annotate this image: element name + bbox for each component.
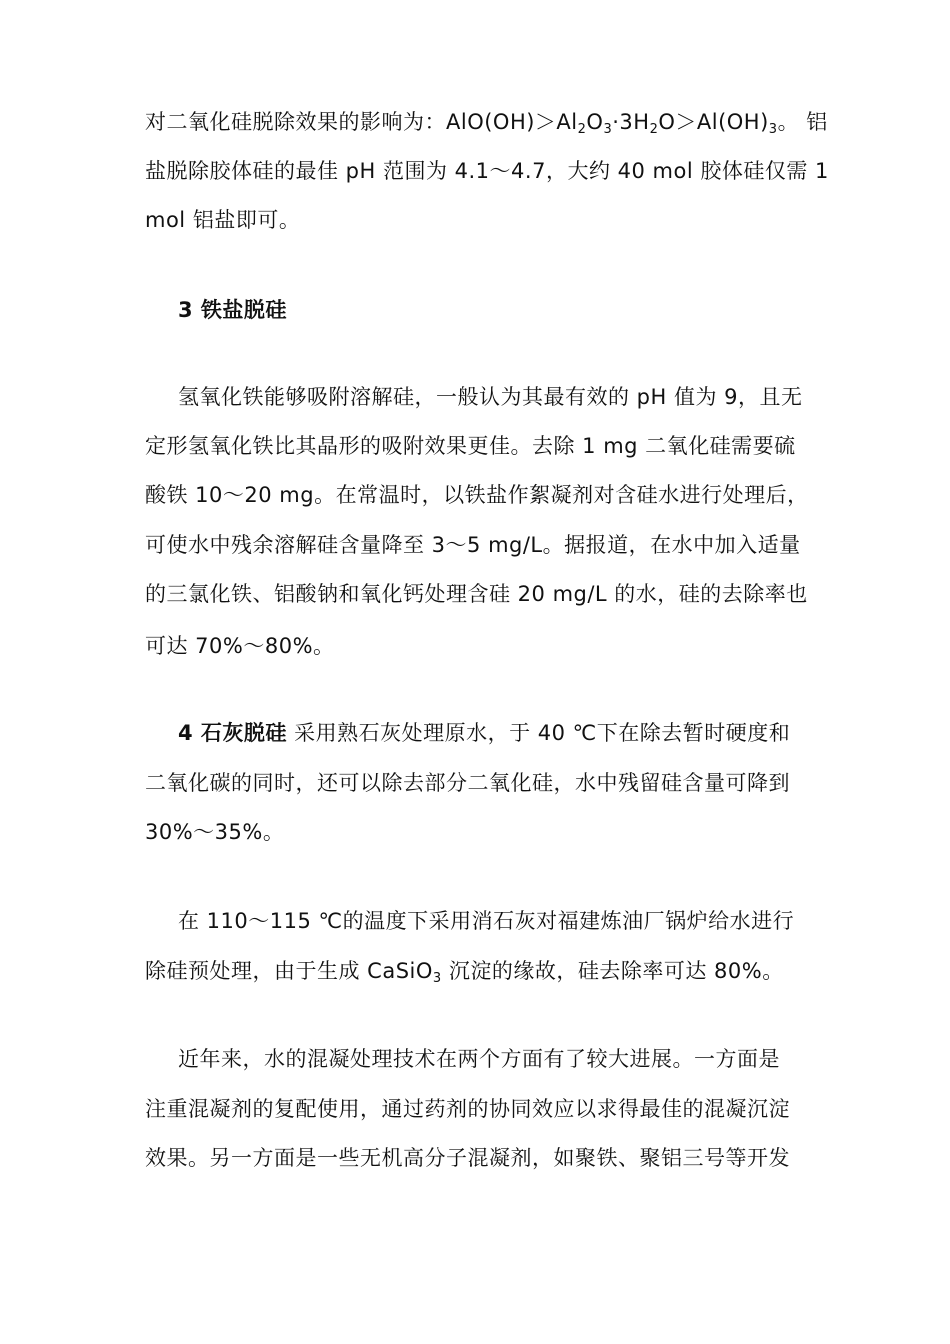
text-run: 沉淀的缘故，硅去除率可达 80%。 <box>441 959 784 983</box>
paragraph-line: 二氧化碳的同时，还可以除去部分二氧化硅，水中残留硅含量可降到 <box>145 771 790 795</box>
paragraph-line <box>145 957 784 985</box>
paragraph-line: 注重混凝剂的复配使用，通过药剂的协同效应以求得最佳的混凝沉淀 <box>145 1097 790 1121</box>
paragraph-line: 近年来，水的混凝处理技术在两个方面有了较大进展。一方面是 <box>178 1047 780 1071</box>
paragraph-line: 氢氧化铁能够吸附溶解硅，一般认为其最有效的 pH 值为 9，且无 <box>178 385 803 409</box>
paragraph-line: 可使水中残余溶解硅含量降至 3～5 mg/L。据报道，在水中加入适量 <box>145 533 801 557</box>
paragraph-line: 在 110～115 ℃的温度下采用消石灰对福建炼油厂锅炉给水进行 <box>178 909 795 933</box>
paragraph-line: 酸铁 10～20 mg。在常温时，以铁盐作絮凝剂对含硅水进行处理后， <box>145 483 809 507</box>
paragraph-line: 30%～35%。 <box>145 820 285 844</box>
paragraph-line: 盐脱除胶体硅的最佳 pH 范围为 4.1～4.7，大约 40 mol 胶体硅仅需 1 <box>145 159 829 183</box>
subscript: 2 <box>649 122 659 137</box>
text-run: ·3H <box>612 110 650 134</box>
subscript: 3 <box>603 122 613 137</box>
subscript: 2 <box>577 122 587 137</box>
subscript: 3 <box>432 971 442 986</box>
text-run: O＞Al(OH) <box>658 110 769 134</box>
text-run: 除硅预处理，由于生成 CaSiO <box>145 959 433 983</box>
text-run: 。 铝 <box>777 110 828 134</box>
subscript: 3 <box>768 122 778 137</box>
paragraph-line: 定形氢氧化铁比其晶形的吸附效果更佳。去除 1 mg 二氧化硅需要硫 <box>145 434 796 458</box>
text-run: 对二氧化硅脱除效果的影响为：AlO(OH)＞Al <box>145 110 578 134</box>
paragraph-line: 的三氯化铁、铝酸钠和氧化钙处理含硅 20 mg/L 的水，硅的去除率也 <box>145 582 808 606</box>
paragraph-line: 可达 70%～80%。 <box>145 634 335 658</box>
paragraph-line <box>178 719 790 747</box>
text-run: 采用熟石灰处理原水，于 40 ℃下在除去暂时硬度和 <box>286 721 791 745</box>
paragraph-line: mol 铝盐即可。 <box>145 208 301 232</box>
paragraph-line <box>145 108 828 136</box>
paragraph-line: 效果。另一方面是一些无机高分子混凝剂，如聚铁、聚铝三号等开发 <box>145 1146 790 1170</box>
section-heading: 3 铁盐脱硅 <box>178 298 287 322</box>
section-heading: 4 石灰脱硅 <box>178 721 287 745</box>
text-run: O <box>586 110 604 134</box>
